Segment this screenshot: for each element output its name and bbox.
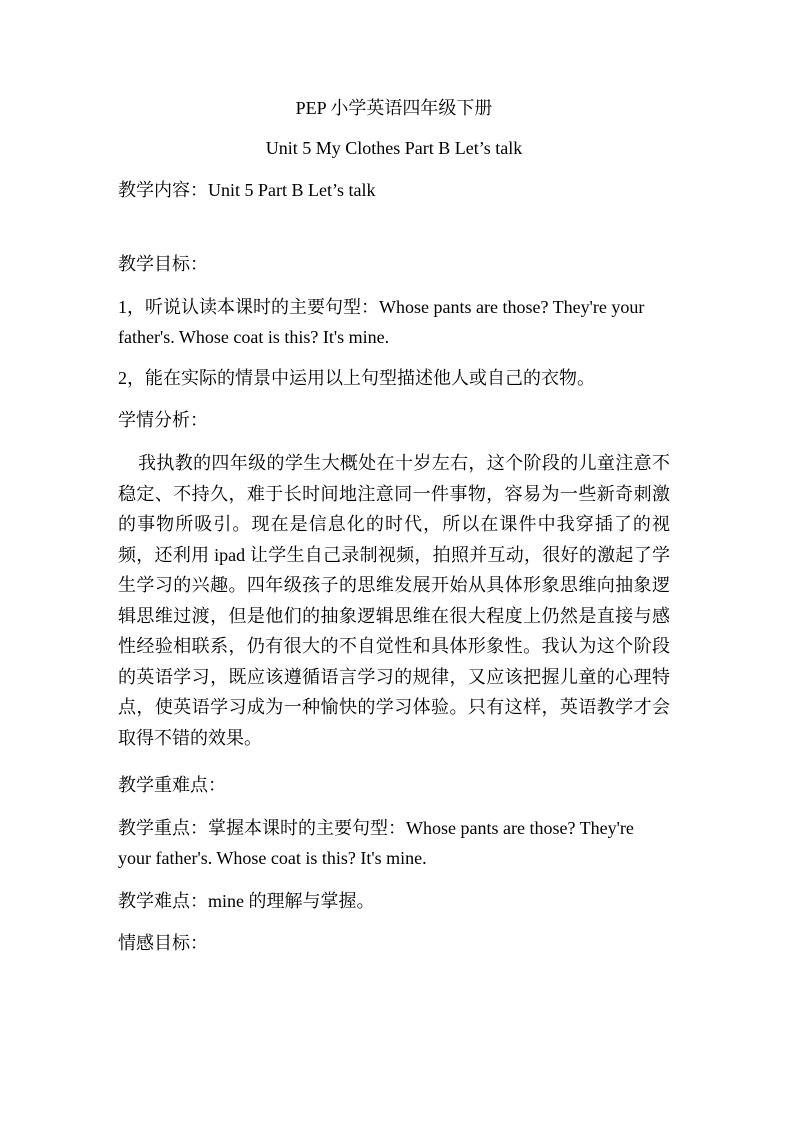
- objective-2: 2，能在实际的情景中运用以上句型描述他人或自己的衣物。: [118, 368, 595, 388]
- spacer: [118, 392, 670, 406]
- spacer: [118, 278, 670, 292]
- spacer: [118, 753, 670, 771]
- analysis-heading: 学情分析：: [118, 410, 208, 430]
- spacer: [118, 434, 670, 448]
- difficulty-point: 教学难点：mine 的理解与掌握。: [118, 891, 375, 911]
- document-title: PEP 小学英语四年级下册: [295, 98, 493, 118]
- emotion-heading: 情感目标：: [118, 933, 208, 953]
- difficulty-heading: 教学重难点：: [118, 775, 226, 795]
- spacer: [118, 915, 670, 929]
- objectives-heading: 教学目标：: [118, 254, 208, 274]
- spacer: [118, 232, 670, 250]
- spacer: [118, 873, 670, 887]
- teaching-content: 教学内容：Unit 5 Part B Let’s talk: [118, 180, 376, 200]
- spacer: [118, 352, 670, 364]
- key-point: 教学重点：掌握本课时的主要句型：Whose pants are those? They're your father's. Whose coat is this? It's mine.: [118, 818, 634, 868]
- document-subtitle: Unit 5 My Clothes Part B Let’s talk: [265, 138, 523, 158]
- spacer: [118, 204, 670, 232]
- spacer: [118, 122, 670, 134]
- objective-1: 1，听说认读本课时的主要句型：Whose pants are those? They're your father's. Whose coat is this? It's mine.: [118, 297, 645, 347]
- spacer: [118, 162, 670, 176]
- analysis-paragraph: 我执教的四年级的学生大概处在十岁左右，这个阶段的儿童注意不稳定、不持久，难于长时间地注意同一件事物，容易为一些新奇刺激的事物所吸引。现在是信息化的时代，所以在课件中我穿插了的视频，还利用 ipad 让学生自己录制视频，拍照并互动，很好的激起了学生学习的兴趣。四年级孩子的思维发展开始从具体形象思维向抽象逻辑思维过渡，但是他们的抽象逻辑思维在很大程度上仍然是直接与感性经验相联系，仍有很大的不自觉性和具体形象性。我认为这个阶段的英语学习，既应该遵循语言学习的规律，又应该把握儿童的心理特点，使英语学习成为一种愉快的学习体验。只有这样，英语教学才会取得不错的效果。: [118, 453, 670, 748]
- spacer: [118, 799, 670, 813]
- document-page: [118, 94, 670, 957]
